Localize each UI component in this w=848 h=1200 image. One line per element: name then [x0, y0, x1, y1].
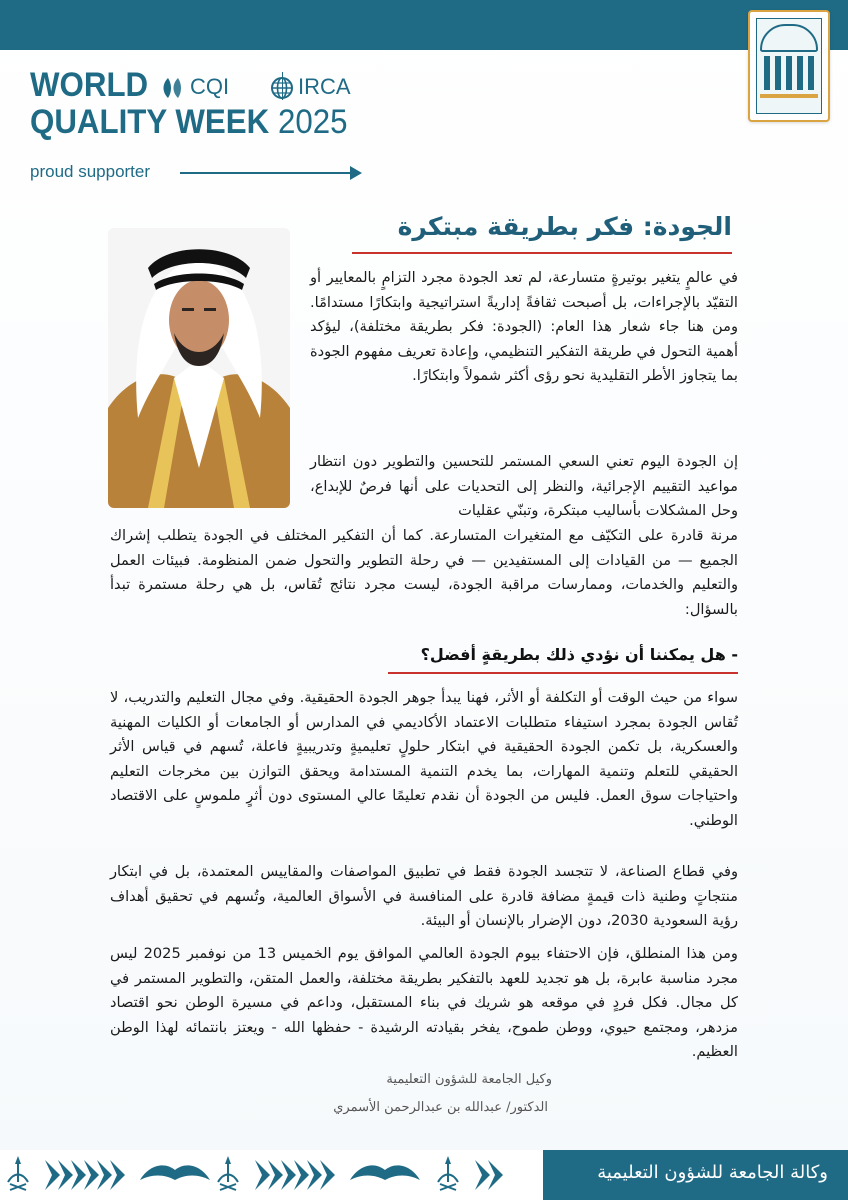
palm-swords-icon — [8, 1156, 28, 1190]
world-quality-week-logo — [30, 68, 370, 188]
question-underline — [388, 672, 738, 674]
irca-label: IRCA — [298, 74, 351, 99]
cqi-icon — [162, 76, 188, 100]
cqi-label: CQI — [190, 74, 230, 99]
globe-icon — [270, 76, 294, 100]
paragraph-1: في عالمٍ يتغير بوتيرةٍ متسارعة، لم تعد الجودة مجرد التزامٍ بالمعايير أو التقيّد بالإجراءات، بل أصبحت ثقافةً إداريةً استراتيجية وابتكارًا مستدامًا. ومن هنا جاء شعار هذا العام: (الجودة: فكر بطريقة مختلفة)، ليؤكد أهمية التحول في طريقة التفكير التنظيمي، وإعادة تعريف مفهوم الجودة بما يتجاوز الأطر التقليدية نحو رؤى أكثر شمولاً وابتكارًا. — [310, 269, 738, 384]
signature-name: الدكتور/ عبدالله بن عبدالرحمن الأسمري — [333, 1100, 548, 1115]
arrow-right-icon — [350, 166, 362, 180]
top-banner — [0, 0, 848, 50]
paragraph-3: سواء من حيث الوقت أو التكلفة أو الأثر، فهنا يبدأ جوهر الجودة الحقيقية. وفي مجال التعليم والتدريب، لا تُقاس الجودة بمجرد استيفاء متطلبات الاعتماد الأكاديمي في المدارس أو الجامعات أو الكليات المهنية والعسكرية، بل تكمن الجودة الحقيقية في ابتكار حلولٍ تعليميةٍ وتدريبيةٍ فاعلة، تُسهم في قياس الأثر الحقيقي للتعلم وتنمية المهارات، بما يخدم التنمية المستدامة ويحقق التوازن بين مخرجات التعليم واحتياجات سوق العمل. فليس من الجودة أن نقدم تعليمًا عالي المستوى دون أثرٍ ملموسٍ على الاقتصاد الوطني. — [110, 689, 738, 829]
paragraph-2-part-1: إن الجودة اليوم تعني السعي المستمر للتحسين والتطوير دون انتظار مواعيد التقييم الإجرائية، والنظر إلى التحديات على أنها فرصٌ للإبداع، وحل المشكلات بأساليب مبتكرة، وتبنّي عقليات — [310, 453, 738, 519]
footer-agency-name: وكالة الجامعة للشؤون التعليمية — [597, 1162, 828, 1183]
paragraph-2-part-2: مرنة قادرة على التكيّف مع المتغيرات المتسارعة. كما أن التفكير المختلف في الجودة يتطلب إشراك الجميع — من القيادات إلى المستفيدين — في رحلة التطوير والتحول ضمن المنظومة. فبيئات العمل والتعليم والخدمات، وممارسات مراقبة الجودة، ليست مجرد نتائج تُقاس، بل هي رحلة مستمرة تبدأ بالسؤال: — [110, 527, 738, 618]
article-title: الجودة: فكر بطريقة مبتكرة — [397, 212, 732, 241]
wqw-line-1: WORLD — [30, 66, 149, 104]
signature-role: وكيل الجامعة للشؤون التعليمية — [386, 1072, 552, 1087]
footer-agency-box — [543, 1150, 848, 1200]
portrait-photo — [108, 228, 290, 508]
question-heading: - هل يمكننا أن نؤدي ذلك بطريقةٍ أفضل؟ — [420, 645, 738, 664]
footer-pattern — [0, 1150, 540, 1200]
university-crest-logo — [748, 10, 830, 122]
footer — [0, 1150, 848, 1200]
paragraph-5: ومن هذا المنطلق، فإن الاحتفاء بيوم الجودة العالمي الموافق يوم الخميس 13 من نوفمبر 2025 ليس مجرد مناسبة عابرة، بل هو تجديد للعهد بالتفكير بطريقة مختلفة، والعمل المتقن، والتطوير المستمر في كل مجال. فكل فردٍ في موقعه هو شريك في بناء المستقبل، وداعم في مسيرة الوطن نحو اقتصاد مزدهر، ومجتمع حيوي، ووطن طموح، يفخر بقيادته الرشيدة - حفظها الله - ويعتز بانتمائه لهذا الوطن العظيم. — [110, 945, 738, 1060]
tagline: proud supporter — [30, 162, 151, 181]
arrow-line — [180, 172, 355, 174]
paragraph-4: وفي قطاع الصناعة، لا تتجسد الجودة فقط في تطبيق المواصفات والمقاييس المعتمدة، بل في ابتكار منتجاتٍ وطنية ذات قيمةٍ مضافة قادرة على المنافسة في الأسواق العالمية، وتُسهم في تحقيق أهداف رؤية السعودية 2030، دون الإضرار بالإنسان أو البيئة. — [110, 863, 738, 929]
title-underline — [352, 252, 732, 254]
wqw-line-2: QUALITY WEEK 2025 — [30, 103, 348, 141]
